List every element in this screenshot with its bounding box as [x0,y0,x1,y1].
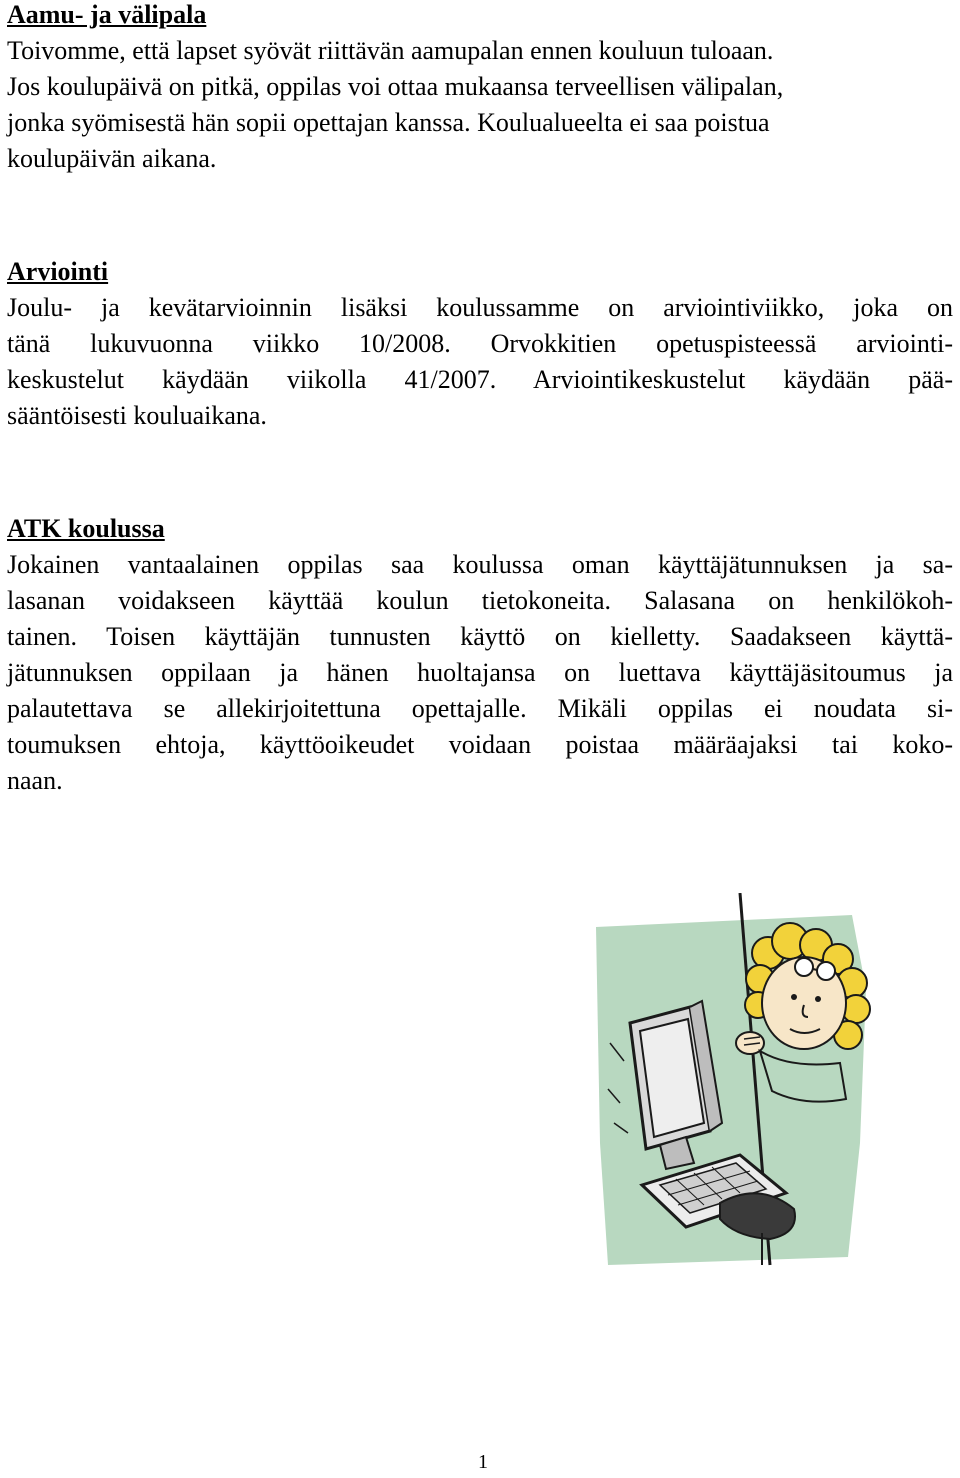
section-heading: ATK koulussa [7,514,165,543]
section-arviointi [7,254,953,434]
paragraph-line: tainen. Toisen käyttäjän tunnusten käyttö on kielletty. Saadakseen käyttä- [7,622,953,651]
paragraph-line: Jos koulupäivä on pitkä, oppilas voi ottaa mukaansa terveellisen välipalan, [7,72,784,101]
paragraph-line: jätunnuksen oppilaan ja hänen huoltajansa on luettava käyttäjäsitoumus ja [7,658,953,687]
paragraph-line: Jokainen vantaalainen oppilas saa koulussa oman käyttäjätunnuksen ja sa- [7,550,953,579]
child-at-computer-illustration [590,893,880,1273]
section-heading: Aamu- ja välipala [7,0,207,29]
paragraph-line: Joulu- ja kevätarvioinnin lisäksi koulussamme on arviointiviikko, joka on [7,293,953,322]
paragraph-line: jonka syömisestä hän sopii opettajan kanssa. Koulualueelta ei saa poistua [7,108,770,137]
paragraph-line: tänä lukuvuonna viikko 10/2008. Orvokkitien opetuspisteessä arviointi- [7,329,953,358]
page-number: 1 [478,1451,488,1473]
paragraph-line: koulupäivän aikana. [7,144,217,173]
paragraph-line: Toivomme, että lapset syövät riittävän aamupalan ennen kouluun tuloaan. [7,36,774,65]
section-aamu-ja-valipala [7,0,953,177]
paragraph-line: naan. [7,766,63,795]
paragraph-line: lasanan voidakseen käyttää koulun tietokoneita. Salasana on henkilökoh- [7,586,953,615]
paragraph-line: palautettava se allekirjoitettuna opettajalle. Mikäli oppilas ei noudata si- [7,694,953,723]
section-heading: Arviointi [7,257,109,286]
paragraph-line: sääntöisesti kouluaikana. [7,401,267,430]
paragraph-line: toumuksen ehtoja, käyttöoikeudet voidaan poistaa määräajaksi tai koko- [7,730,953,759]
section-atk-koulussa [7,511,953,799]
paragraph-line: keskustelut käydään viikolla 41/2007. Arviointikeskustelut käydään pää- [7,365,953,394]
